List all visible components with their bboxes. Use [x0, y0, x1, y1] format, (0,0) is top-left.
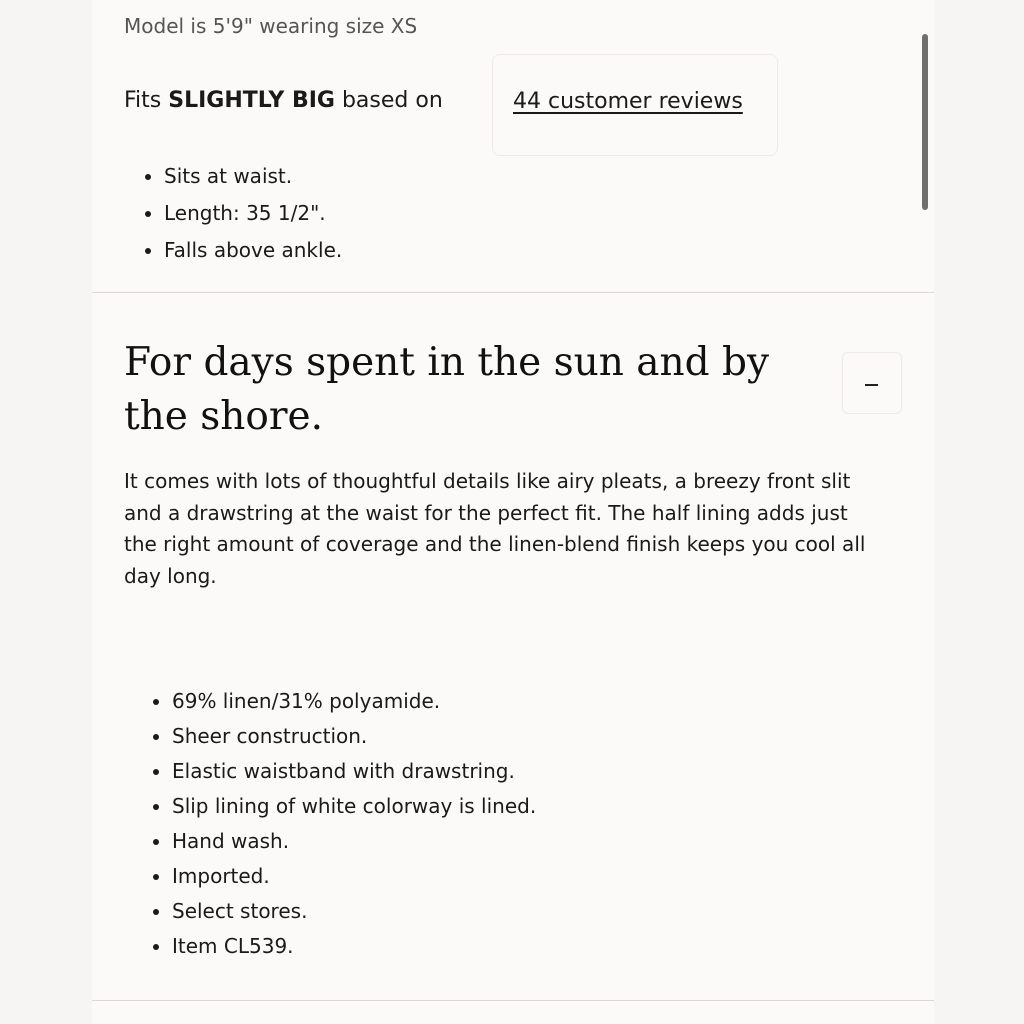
- product-details-panel: [92, 0, 934, 1024]
- section-divider: [92, 1000, 934, 1001]
- minus-icon: [865, 384, 878, 386]
- fit-verdict: SLIGHTLY BIG: [168, 88, 335, 113]
- product-details-list: [148, 684, 536, 964]
- fit-prefix: Fits: [124, 88, 169, 113]
- fit-suffix: based on: [334, 88, 443, 113]
- list-item: • Slip lining of white colorway is lined.: [172, 789, 536, 824]
- list-item: • Item CL539.: [172, 929, 536, 964]
- list-item: • Falls above ankle.: [164, 232, 342, 269]
- scrollbar-thumb[interactable]: [922, 34, 928, 210]
- section-title: For days spent in the sun and by the shore.: [124, 340, 769, 439]
- list-item: • Length: 35 1/2".: [164, 195, 342, 232]
- list-item: • Sits at waist.: [164, 158, 342, 195]
- model-size-note: Model is 5'9" wearing size XS: [124, 14, 418, 38]
- list-item: • 69% linen/31% polyamide.: [172, 684, 536, 719]
- section-divider: [92, 292, 934, 293]
- reviews-link-box[interactable]: [492, 54, 778, 156]
- list-item: • Hand wash.: [172, 824, 536, 859]
- product-description: It comes with lots of thoughtful details like airy pleats, a breezy front slit and a drawstring at the waist for the perfect fit. The half lining adds just the right amount of coverage and the linen-blend finish keeps you cool all day long.: [124, 469, 866, 588]
- fit-summary: [124, 88, 443, 113]
- fit-details-list: [138, 158, 342, 269]
- customer-reviews-link[interactable]: 44 customer reviews: [513, 89, 743, 114]
- list-item: • Imported.: [172, 859, 536, 894]
- list-item: • Select stores.: [172, 894, 536, 929]
- list-item: • Elastic waistband with drawstring.: [172, 754, 536, 789]
- list-item: • Sheer construction.: [172, 719, 536, 754]
- collapse-section-button[interactable]: [842, 352, 902, 414]
